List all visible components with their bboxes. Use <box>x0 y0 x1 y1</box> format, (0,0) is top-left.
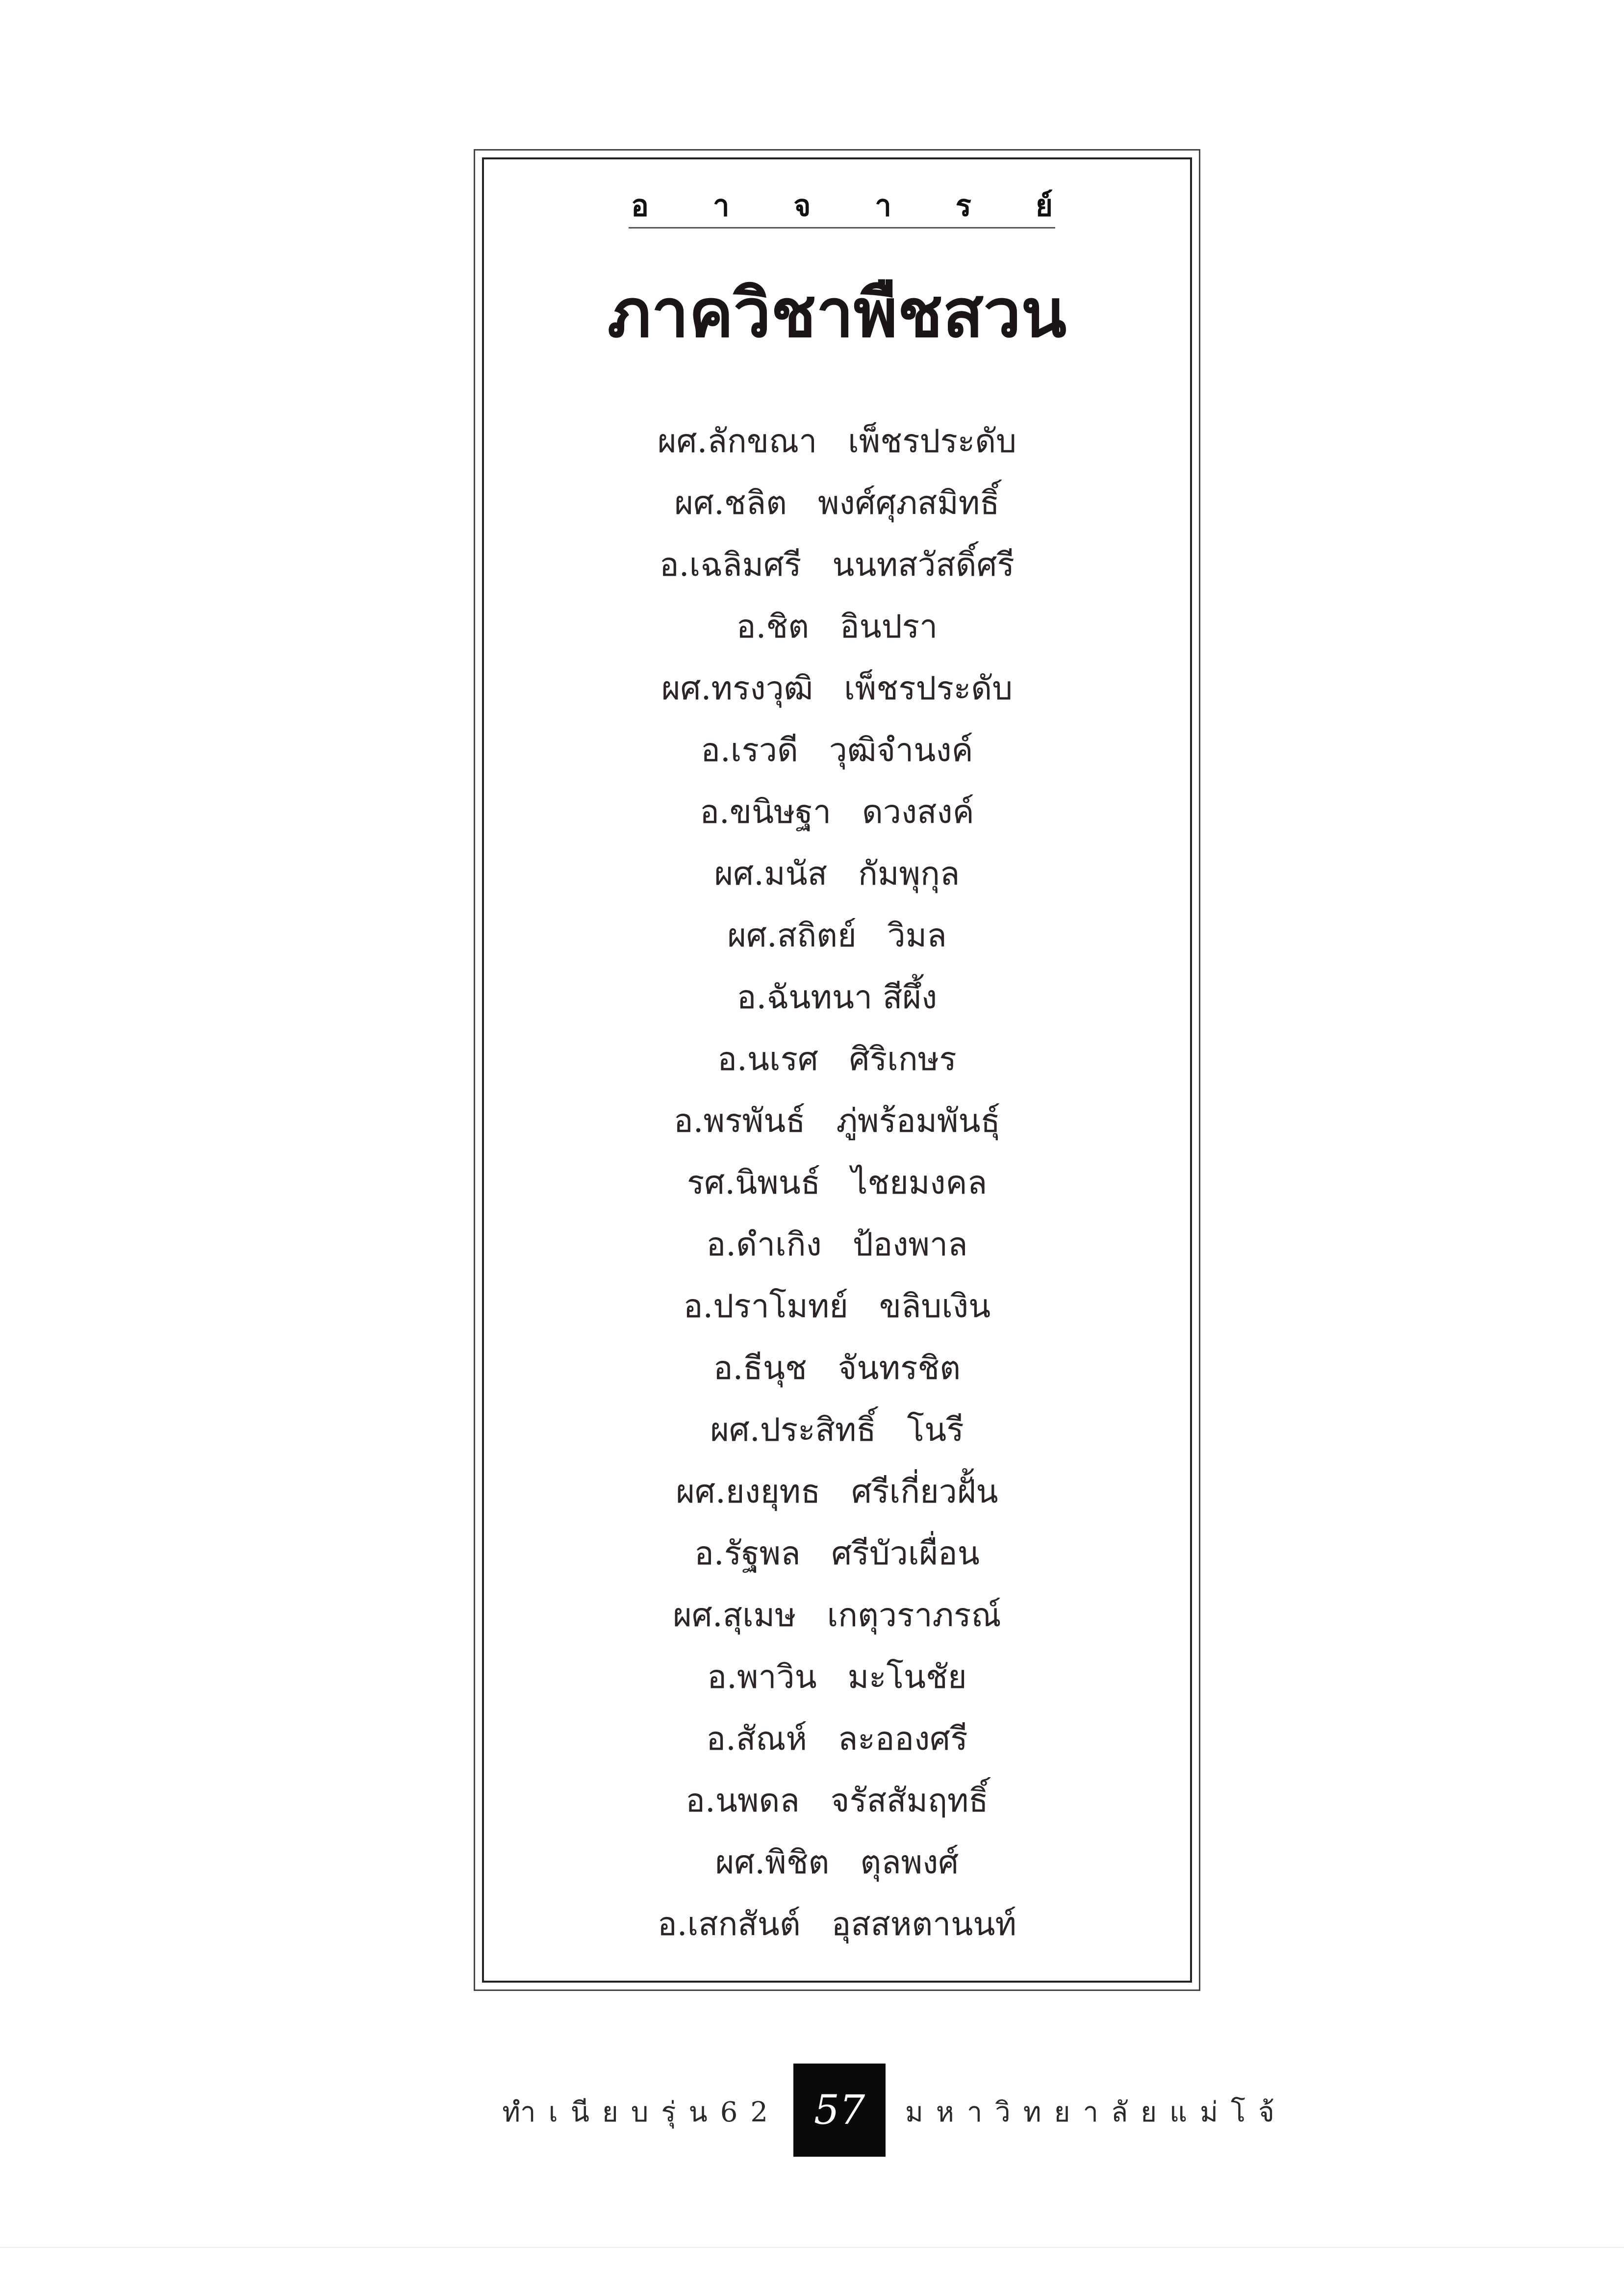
faculty-name: อ.นพดล จรัสสัมฤทธิ์ <box>685 1782 989 1819</box>
faculty-name: อ.พาวิน มะโนชัย <box>707 1658 967 1696</box>
faculty-name: อ.สัณห์ ละอองศรี <box>706 1720 968 1758</box>
faculty-name: อ.นเรศ ศิริเกษร <box>717 1040 957 1078</box>
faculty-name: อ.พรพันธ์ ภู่พร้อมพันธุ์ <box>674 1102 1000 1140</box>
footer-university-name: มหาวิทยาลัยแม่โจ้ <box>905 2096 1287 2128</box>
kicker-letter: ร <box>955 189 972 223</box>
faculty-name: อ.เรวดี วุฒิจำนงค์ <box>701 731 973 769</box>
page-frame-outer <box>474 149 1200 1991</box>
kicker-letter: า <box>712 189 730 223</box>
scan-edge-line <box>0 2247 1624 2248</box>
faculty-name: ผศ.มนัส กัมพุกุล <box>714 855 960 892</box>
faculty-name: ผศ.ประสิทธิ์ โนรี <box>710 1411 964 1449</box>
page-number-box <box>793 2064 886 2157</box>
faculty-name: อ.เสกสันต์ อุสสหตานนท์ <box>658 1905 1016 1943</box>
faculty-name: ผศ.สถิตย์ วิมล <box>727 917 947 954</box>
page-frame-inner <box>482 157 1192 1983</box>
footer-publication-title: ทำเนียบรุ่น62 <box>502 2096 781 2128</box>
faculty-name: อ.ดำเกิง ป้องพาล <box>706 1225 968 1263</box>
kicker-letter: อ <box>631 189 649 223</box>
faculty-list <box>484 410 1190 1955</box>
kicker-letter: จ <box>793 189 811 223</box>
faculty-name: อ.เฉลิมศรี นนทสวัสดิ์ศรี <box>660 546 1015 584</box>
faculty-name: ผศ.พิชิต ตุลพงศ์ <box>715 1843 959 1881</box>
faculty-name: ผศ.สุเมษ เกตุวราภรณ์ <box>673 1596 1001 1634</box>
kicker-underline <box>629 227 1055 229</box>
faculty-name: อ.ปราโมทย์ ขลิบเงิน <box>683 1287 991 1325</box>
section-kicker <box>631 186 1053 226</box>
faculty-name: อ.ธีนุช จันทรชิต <box>713 1349 961 1387</box>
faculty-name: ผศ.ลักขณา เพ็ชรประดับ <box>657 422 1017 460</box>
faculty-name: อ.ชิต อินปรา <box>736 608 938 645</box>
faculty-name: รศ.นิพนธ์ ไชยมงคล <box>686 1164 988 1201</box>
faculty-name: ผศ.ทรงวุฒิ เพ็ชรประดับ <box>661 669 1013 707</box>
department-title: ภาควิชาพืชสวน <box>607 275 1067 353</box>
faculty-name: ผศ.ชลิต พงศ์ศุภสมิทธิ์ <box>674 484 1000 522</box>
faculty-name: อ.รัฐพล ศรีบัวเผื่อน <box>694 1534 980 1572</box>
kicker-letter: ย์ <box>1035 189 1053 223</box>
page-number: 57 <box>813 2087 865 2134</box>
faculty-name: ผศ.ยงยุทธ ศรีเกี่ยวฝั้น <box>676 1473 998 1510</box>
kicker-letter: า <box>875 189 891 223</box>
faculty-name: อ.ฉันทนา สีผึ้ง <box>736 978 938 1016</box>
faculty-name: อ.ขนิษฐา ดวงสงค์ <box>700 793 974 831</box>
page-footer <box>0 2064 1624 2157</box>
